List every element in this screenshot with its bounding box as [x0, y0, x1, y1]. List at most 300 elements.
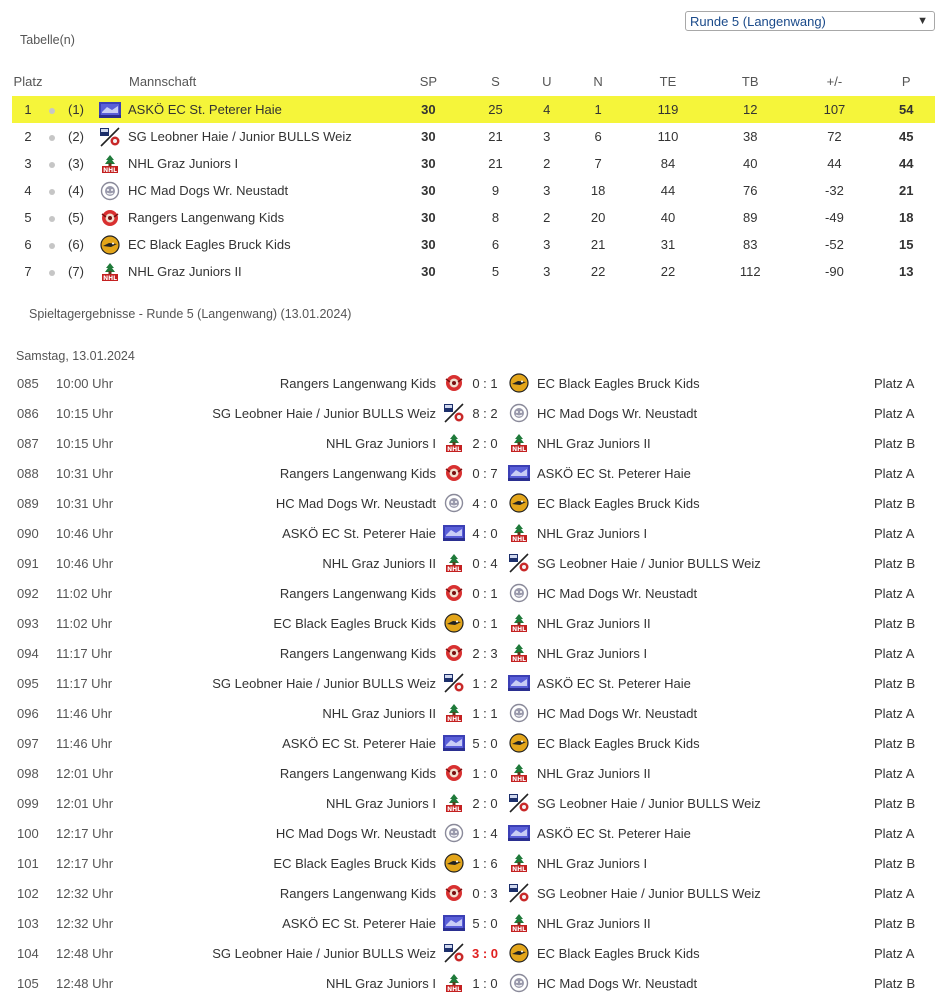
chevron-down-icon: ▼	[917, 15, 928, 27]
home-team: NHL Graz Juniors I	[325, 436, 436, 451]
standings-prev-pos: (6)	[68, 237, 84, 252]
day-label: Samstag, 13.01.2024	[16, 349, 135, 363]
game-number: 099	[17, 796, 39, 811]
game-score: 2 : 0	[472, 436, 498, 451]
sg-logo-icon	[508, 553, 530, 573]
game-time: 10:31 Uhr	[56, 466, 114, 481]
nhl-logo-icon	[99, 154, 121, 174]
games-list	[0, 369, 950, 999]
game-row	[0, 579, 950, 609]
away-team: NHL Graz Juniors I	[537, 646, 648, 661]
game-time: 11:17 Uhr	[56, 676, 113, 691]
home-team: EC Black Eagles Bruck Kids	[273, 616, 436, 631]
svg-text:NHL: NHL	[447, 716, 461, 723]
game-number: 093	[17, 616, 39, 631]
game-row	[0, 639, 950, 669]
game-time: 12:32 Uhr	[56, 886, 114, 901]
home-team: SG Leobner Haie / Junior BULLS Weiz	[212, 676, 436, 691]
standings-diff: 44	[827, 156, 842, 171]
game-row	[0, 729, 950, 759]
game-row	[0, 699, 950, 729]
game-number: 105	[17, 976, 39, 991]
standings-pos: 7	[24, 264, 32, 279]
home-team: Rangers Langenwang Kids	[279, 646, 436, 661]
game-time: 10:15 Uhr	[56, 406, 114, 421]
sg-logo-icon	[99, 127, 121, 147]
game-row	[0, 609, 950, 639]
standings-n: 6	[594, 129, 602, 144]
standings-u: 2	[543, 156, 551, 171]
rangers-logo-icon	[443, 883, 465, 903]
game-time: 12:01 Uhr	[56, 796, 114, 811]
game-score: 1 : 0	[472, 976, 498, 991]
game-score: 1 : 6	[472, 856, 498, 871]
dogs-logo-icon	[508, 583, 530, 603]
game-row	[0, 849, 950, 879]
game-place: Platz A	[874, 376, 915, 391]
game-number: 095	[17, 676, 39, 691]
header-platz: Platz	[13, 73, 43, 89]
svg-text:NHL: NHL	[447, 986, 461, 993]
away-team: SG Leobner Haie / Junior BULLS Weiz	[537, 796, 761, 811]
game-row	[0, 399, 950, 429]
svg-text:NHL: NHL	[447, 806, 461, 813]
haie-logo-icon	[99, 100, 121, 120]
game-place: Platz A	[874, 886, 915, 901]
away-team: NHL Graz Juniors II	[537, 436, 651, 451]
status-dot-cell	[44, 177, 60, 204]
game-place: Platz B	[874, 616, 916, 631]
status-dot-cell	[44, 258, 60, 285]
standings-pos: 2	[24, 129, 32, 144]
game-row	[0, 459, 950, 489]
home-team: SG Leobner Haie / Junior BULLS Weiz	[212, 406, 436, 421]
team-logo-cell	[92, 204, 128, 231]
game-place: Platz B	[874, 796, 916, 811]
standings-diff: -52	[825, 237, 844, 252]
game-score: 0 : 3	[472, 886, 498, 901]
standings-te: 22	[660, 264, 676, 279]
standings-u: 3	[543, 129, 551, 144]
home-team: Rangers Langenwang Kids	[279, 766, 436, 781]
away-team: NHL Graz Juniors II	[537, 616, 651, 631]
team-logo-cell	[92, 231, 128, 258]
game-score: 1 : 1	[472, 706, 498, 721]
game-number: 094	[17, 646, 39, 661]
header-s: S	[491, 73, 500, 89]
away-team: HC Mad Dogs Wr. Neustadt	[537, 586, 698, 601]
nhl-logo-icon	[443, 973, 465, 993]
standings-sp: 30	[421, 129, 436, 144]
haie-logo-icon	[508, 673, 530, 693]
eagles-logo-icon	[508, 943, 530, 963]
game-time: 10:31 Uhr	[56, 496, 114, 511]
standings-header-row	[12, 66, 935, 96]
standings-s: 21	[488, 129, 503, 144]
standings-n: 18	[590, 183, 606, 198]
standings-row	[12, 177, 935, 204]
dogs-logo-icon	[508, 973, 530, 993]
standings-s: 21	[488, 156, 503, 171]
game-time: 12:32 Uhr	[56, 916, 114, 931]
standings-prev-pos: (3)	[68, 156, 84, 171]
header-n: N	[593, 73, 603, 89]
standings-pos: 1	[12, 96, 44, 123]
game-place: Platz A	[874, 826, 915, 841]
standings-pos: 6	[24, 237, 32, 252]
game-score: 0 : 7	[472, 466, 498, 481]
standings-diff: -49	[825, 210, 844, 225]
game-time: 10:00 Uhr	[56, 376, 114, 391]
game-time: 12:17 Uhr	[56, 856, 114, 871]
svg-text:NHL: NHL	[512, 626, 526, 633]
rangers-logo-icon	[443, 583, 465, 603]
standings-n: 1	[569, 96, 626, 123]
game-number: 098	[17, 766, 39, 781]
home-team: HC Mad Dogs Wr. Neustadt	[275, 496, 436, 511]
nhl-logo-icon	[508, 853, 530, 873]
standings-tb: 89	[743, 210, 758, 225]
game-time: 10:15 Uhr	[56, 436, 114, 451]
standings-te: 84	[660, 156, 676, 171]
standings-team-name: HC Mad Dogs Wr. Neustadt	[128, 183, 289, 198]
game-row	[0, 369, 950, 399]
game-number: 091	[17, 556, 39, 571]
standings-team-name: NHL Graz Juniors II	[128, 264, 242, 279]
dogs-logo-icon	[508, 703, 530, 723]
game-place: Platz B	[874, 496, 916, 511]
game-number: 087	[17, 436, 39, 451]
game-number: 088	[17, 466, 39, 481]
sg-logo-icon	[443, 403, 465, 423]
standings-tb: 12	[709, 96, 791, 123]
nhl-logo-icon	[508, 913, 530, 933]
standings-sp: 30	[421, 183, 436, 198]
standings-sp: 30	[390, 96, 467, 123]
standings-team-name: ASKÖ EC St. Peterer Haie	[128, 96, 390, 123]
away-team: EC Black Eagles Bruck Kids	[537, 496, 700, 511]
standings-s: 9	[491, 183, 500, 198]
game-place: Platz A	[874, 406, 915, 421]
standings-te: 44	[660, 183, 676, 198]
standings-points: 15	[899, 237, 914, 252]
away-team: NHL Graz Juniors II	[537, 916, 651, 931]
away-team: NHL Graz Juniors I	[537, 856, 648, 871]
team-logo-cell	[92, 96, 128, 123]
standings-tb: 112	[739, 264, 761, 279]
home-team: ASKÖ EC St. Peterer Haie	[282, 526, 436, 541]
svg-text:NHL: NHL	[512, 536, 526, 543]
away-team: SG Leobner Haie / Junior BULLS Weiz	[537, 886, 761, 901]
svg-text:NHL: NHL	[103, 274, 117, 282]
rangers-logo-icon	[99, 208, 121, 228]
nhl-logo-icon	[443, 703, 465, 723]
svg-text:NHL: NHL	[103, 166, 117, 174]
away-team: NHL Graz Juniors II	[537, 766, 651, 781]
status-dot-cell	[44, 231, 60, 258]
status-dot-icon	[49, 270, 55, 276]
nhl-logo-icon	[443, 793, 465, 813]
game-place: Platz B	[874, 556, 916, 571]
standings-diff: 107	[791, 96, 877, 123]
game-row	[0, 429, 950, 459]
standings-tb: 76	[743, 183, 758, 198]
game-score: 8 : 2	[472, 406, 498, 421]
game-score: 1 : 0	[472, 766, 498, 781]
standings-te: 119	[627, 96, 709, 123]
game-score: 5 : 0	[472, 736, 498, 751]
eagles-logo-icon	[508, 493, 530, 513]
game-number: 085	[17, 376, 39, 391]
results-title: Spieltagergebnisse - Runde 5 (Langenwang) (13.01.2024)	[29, 307, 352, 321]
game-place: Platz B	[874, 976, 916, 991]
game-number: 097	[17, 736, 39, 751]
game-time: 12:01 Uhr	[56, 766, 114, 781]
game-number: 090	[17, 526, 39, 541]
svg-text:NHL: NHL	[512, 776, 526, 783]
standings-u: 2	[543, 210, 551, 225]
home-team: EC Black Eagles Bruck Kids	[273, 856, 436, 871]
home-team: SG Leobner Haie / Junior BULLS Weiz	[212, 946, 436, 961]
standings-s: 8	[491, 210, 500, 225]
rangers-logo-icon	[443, 763, 465, 783]
status-dot-icon	[49, 108, 55, 114]
game-score: 4 : 0	[472, 496, 498, 511]
team-logo-cell	[92, 258, 128, 285]
game-number: 100	[17, 826, 39, 841]
game-time: 11:02 Uhr	[56, 616, 113, 631]
standings-s: 5	[491, 264, 500, 279]
game-number: 089	[17, 496, 39, 511]
nhl-logo-icon	[508, 523, 530, 543]
away-team: ASKÖ EC St. Peterer Haie	[537, 676, 691, 691]
standings-diff: -32	[825, 183, 844, 198]
game-place: Platz A	[874, 586, 915, 601]
away-team: SG Leobner Haie / Junior BULLS Weiz	[537, 556, 761, 571]
standings-u: 3	[543, 237, 551, 252]
status-dot-icon	[49, 189, 55, 195]
standings-sp: 30	[421, 264, 436, 279]
game-score: 2 : 0	[472, 796, 498, 811]
standings-pos: 4	[24, 183, 32, 198]
dogs-logo-icon	[443, 493, 465, 513]
game-number: 103	[17, 916, 39, 931]
nhl-logo-icon	[508, 763, 530, 783]
game-time: 12:17 Uhr	[56, 826, 114, 841]
game-place: Platz A	[874, 466, 915, 481]
away-team: HC Mad Dogs Wr. Neustadt	[537, 706, 698, 721]
svg-text:NHL: NHL	[447, 446, 461, 453]
game-row	[0, 879, 950, 909]
sg-logo-icon	[508, 883, 530, 903]
dogs-logo-icon	[99, 181, 121, 201]
status-dot-cell	[44, 123, 60, 150]
nhl-logo-icon	[508, 613, 530, 633]
haie-logo-icon	[508, 823, 530, 843]
standings-te: 110	[657, 129, 679, 144]
home-team: NHL Graz Juniors II	[322, 706, 436, 721]
standings-row	[12, 258, 935, 285]
away-team: ASKÖ EC St. Peterer Haie	[537, 826, 691, 841]
game-place: Platz B	[874, 436, 916, 451]
standings-pos: 5	[24, 210, 32, 225]
game-place: Platz A	[874, 526, 915, 541]
game-number: 086	[17, 406, 39, 421]
status-dot-icon	[49, 135, 55, 141]
standings-tb: 83	[743, 237, 758, 252]
game-number: 092	[17, 586, 39, 601]
standings-table	[12, 66, 935, 285]
game-time: 11:17 Uhr	[56, 646, 113, 661]
standings-n: 20	[590, 210, 606, 225]
game-time: 12:48 Uhr	[56, 976, 114, 991]
away-team: EC Black Eagles Bruck Kids	[537, 946, 700, 961]
game-row	[0, 519, 950, 549]
game-score: 4 : 0	[472, 526, 498, 541]
nhl-logo-icon	[99, 262, 121, 282]
standings-row	[12, 231, 935, 258]
eagles-logo-icon	[443, 613, 465, 633]
standings-tb: 40	[743, 156, 758, 171]
game-row	[0, 819, 950, 849]
home-team: NHL Graz Juniors I	[325, 796, 436, 811]
away-team: HC Mad Dogs Wr. Neustadt	[537, 976, 698, 991]
game-time: 11:46 Uhr	[56, 706, 113, 721]
standings-prev-pos: (2)	[68, 129, 84, 144]
svg-text:NHL: NHL	[512, 866, 526, 873]
home-team: NHL Graz Juniors II	[322, 556, 436, 571]
dogs-logo-icon	[443, 823, 465, 843]
game-number: 101	[17, 856, 39, 871]
game-row	[0, 669, 950, 699]
game-time: 10:46 Uhr	[56, 556, 114, 571]
game-row	[0, 969, 950, 999]
home-team: Rangers Langenwang Kids	[279, 886, 436, 901]
away-team: EC Black Eagles Bruck Kids	[537, 736, 700, 751]
game-place: Platz B	[874, 736, 916, 751]
standings-sp: 30	[421, 237, 436, 252]
away-team: NHL Graz Juniors I	[537, 526, 648, 541]
game-number: 102	[17, 886, 39, 901]
eagles-logo-icon	[508, 373, 530, 393]
eagles-logo-icon	[443, 853, 465, 873]
nhl-logo-icon	[443, 553, 465, 573]
home-team: ASKÖ EC St. Peterer Haie	[282, 916, 436, 931]
team-logo-cell	[92, 177, 128, 204]
standings-u: 3	[543, 183, 551, 198]
svg-text:NHL: NHL	[512, 656, 526, 663]
standings-diff: 72	[827, 129, 842, 144]
svg-text:NHL: NHL	[512, 926, 526, 933]
game-row	[0, 549, 950, 579]
rangers-logo-icon	[443, 643, 465, 663]
game-place: Platz B	[874, 856, 916, 871]
nhl-logo-icon	[508, 643, 530, 663]
standings-team-name: EC Black Eagles Bruck Kids	[128, 237, 291, 252]
standings-row	[12, 204, 935, 231]
standings-u: 3	[543, 264, 551, 279]
game-place: Platz A	[874, 646, 915, 661]
game-score: 0 : 4	[472, 556, 498, 571]
round-select-value: Runde 5 (Langenwang)	[690, 13, 826, 29]
standings-diff: -90	[825, 264, 844, 279]
standings-u: 4	[524, 96, 569, 123]
rangers-logo-icon	[443, 463, 465, 483]
standings-team-name: Rangers Langenwang Kids	[128, 210, 285, 225]
svg-text:NHL: NHL	[447, 566, 461, 573]
game-place: Platz A	[874, 946, 915, 961]
game-place: Platz B	[874, 916, 916, 931]
standings-prev-pos: (4)	[68, 183, 84, 198]
standings-sp: 30	[421, 210, 436, 225]
game-number: 104	[17, 946, 39, 961]
home-team: Rangers Langenwang Kids	[279, 466, 436, 481]
away-team: HC Mad Dogs Wr. Neustadt	[537, 406, 698, 421]
header-diff: +/-	[826, 73, 843, 89]
game-place: Platz A	[874, 766, 915, 781]
game-time: 11:02 Uhr	[56, 586, 113, 601]
game-place: Platz B	[874, 676, 916, 691]
away-team: EC Black Eagles Bruck Kids	[537, 376, 700, 391]
game-score: 5 : 0	[472, 916, 498, 931]
game-row	[0, 489, 950, 519]
dogs-logo-icon	[508, 403, 530, 423]
standings-prev-pos: (1)	[60, 96, 92, 123]
standings-points: 54	[878, 96, 935, 123]
game-score: 2 : 3	[472, 646, 498, 661]
home-team: Rangers Langenwang Kids	[279, 586, 436, 601]
haie-logo-icon	[443, 913, 465, 933]
nhl-logo-icon	[508, 433, 530, 453]
standings-row	[12, 150, 935, 177]
status-dot-cell	[44, 150, 60, 177]
eagles-logo-icon	[508, 733, 530, 753]
standings-n: 7	[594, 156, 602, 171]
round-select[interactable]	[685, 11, 935, 31]
header-p: P	[901, 73, 911, 89]
standings-team-name: SG Leobner Haie / Junior BULLS Weiz	[128, 129, 352, 144]
header-team: Mannschaft	[129, 73, 197, 89]
home-team: ASKÖ EC St. Peterer Haie	[282, 736, 436, 751]
standings-points: 21	[899, 183, 914, 198]
haie-logo-icon	[443, 733, 465, 753]
sg-logo-icon	[508, 793, 530, 813]
standings-s: 25	[467, 96, 524, 123]
away-team: ASKÖ EC St. Peterer Haie	[537, 466, 691, 481]
home-team: Rangers Langenwang Kids	[279, 376, 436, 391]
game-place: Platz A	[874, 706, 915, 721]
standings-te: 40	[660, 210, 676, 225]
table-title: Tabelle(n)	[20, 33, 75, 47]
standings-prev-pos: (7)	[68, 264, 84, 279]
status-dot-cell	[44, 204, 60, 231]
game-time: 11:46 Uhr	[56, 736, 113, 751]
eagles-logo-icon	[99, 235, 121, 255]
header-sp: SP	[419, 73, 438, 89]
standings-points: 45	[899, 129, 914, 144]
haie-logo-icon	[443, 523, 465, 543]
standings-points: 18	[899, 210, 914, 225]
game-row	[0, 789, 950, 819]
standings-sp: 30	[421, 156, 436, 171]
game-row	[0, 909, 950, 939]
standings-points: 44	[899, 156, 914, 171]
standings-points: 13	[899, 264, 914, 279]
game-number: 096	[17, 706, 39, 721]
game-score: 0 : 1	[472, 616, 498, 631]
home-team: HC Mad Dogs Wr. Neustadt	[275, 826, 436, 841]
status-dot-cell	[44, 96, 60, 123]
